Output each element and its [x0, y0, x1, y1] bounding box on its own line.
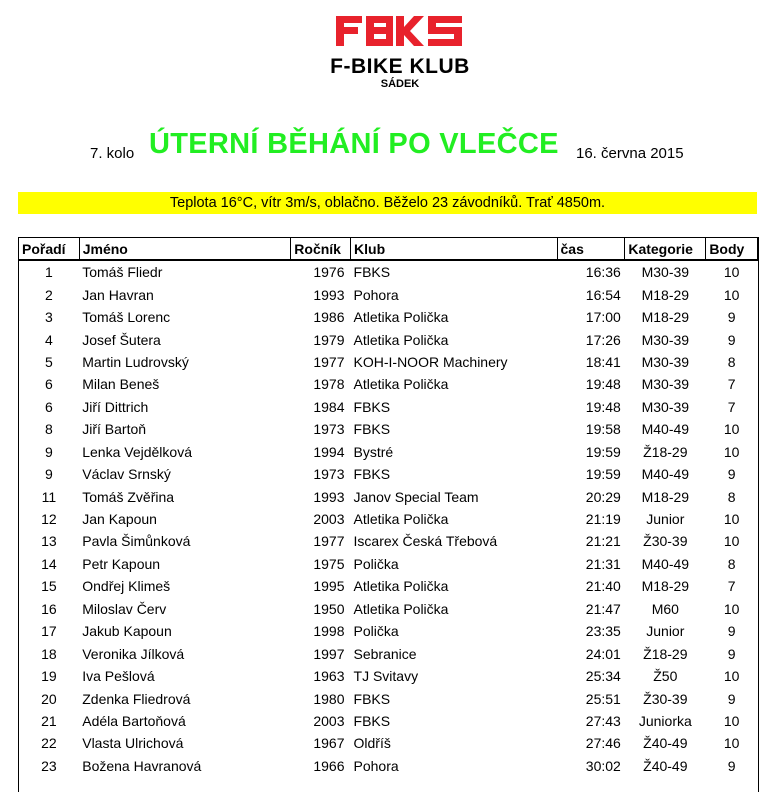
cell-place: 4 — [44, 331, 53, 348]
cell-points: 10 — [723, 533, 740, 550]
cell-club: Polička — [353, 555, 399, 572]
table-row — [19, 530, 758, 552]
cell-points: 10 — [723, 735, 740, 752]
cell-time: 17:26 — [585, 331, 621, 348]
cell-points: 7 — [727, 398, 736, 415]
table-row — [19, 306, 758, 328]
cell-year: 1984 — [313, 398, 345, 415]
cell-category: M30-39 — [641, 398, 690, 415]
cell-name: Iva Pešlová — [82, 668, 155, 685]
cell-time: 19:59 — [585, 466, 621, 483]
cell-club: Iscarex Česká Třebová — [353, 533, 498, 550]
cell-name: Tomáš Zvěřina — [82, 488, 175, 505]
cell-year: 1950 — [313, 600, 345, 617]
table-row — [19, 665, 758, 687]
cell-place: 2 — [44, 286, 53, 303]
cell-time: 21:40 — [585, 578, 621, 595]
header-name: Jméno — [79, 238, 291, 261]
cell-year: 1978 — [313, 376, 345, 393]
table-row — [19, 755, 758, 777]
cell-club: Atletika Polička — [353, 309, 449, 326]
cell-time: 30:02 — [585, 757, 621, 774]
cell-time: 21:47 — [585, 600, 621, 617]
cell-time: 19:59 — [585, 443, 621, 460]
cell-name: Adéla Bartoňová — [82, 712, 186, 729]
cell-year: 1966 — [313, 757, 345, 774]
cell-category: M40-49 — [641, 421, 690, 438]
cell-time: 20:29 — [585, 488, 621, 505]
cell-place: 13 — [41, 533, 57, 550]
cell-place: 17 — [41, 623, 57, 640]
cell-time: 24:01 — [585, 645, 621, 662]
cell-points: 10 — [723, 712, 740, 729]
cell-club: FBKS — [353, 264, 391, 281]
cell-club: Atletika Polička — [353, 600, 449, 617]
event-heading — [0, 128, 768, 168]
cell-name: Václav Srnský — [82, 466, 171, 483]
cell-points: 10 — [723, 600, 740, 617]
cell-name: Josef Šutera — [82, 331, 161, 348]
cell-name: Vlasta Ulrichová — [82, 735, 184, 752]
table-row — [19, 620, 758, 642]
cell-category: M18-29 — [641, 578, 690, 595]
cell-points: 9 — [727, 757, 736, 774]
table-row — [19, 283, 758, 305]
cell-year: 1986 — [313, 309, 345, 326]
cell-category: Junior — [646, 511, 685, 528]
cell-time: 18:41 — [585, 353, 621, 370]
cell-name: Miloslav Červ — [82, 600, 167, 617]
cell-points: 8 — [727, 488, 736, 505]
cell-club: Janov Special Team — [353, 488, 479, 505]
cell-club: Pohora — [353, 286, 399, 303]
table-row — [19, 328, 758, 350]
cell-category: M18-29 — [641, 309, 690, 326]
cell-category: M18-29 — [641, 488, 690, 505]
cell-year: 1998 — [313, 623, 345, 640]
cell-points: 10 — [723, 421, 740, 438]
cell-name: Jan Kapoun — [82, 511, 157, 528]
cell-name: Petr Kapoun — [82, 555, 161, 572]
table-row — [19, 710, 758, 732]
cell-points: 7 — [727, 376, 736, 393]
table-row — [19, 351, 758, 373]
cell-points: 8 — [727, 353, 736, 370]
results-table — [18, 237, 758, 777]
cell-points: 9 — [727, 466, 736, 483]
cell-name: Jiří Bartoň — [82, 421, 147, 438]
cell-club: Atletika Polička — [353, 511, 449, 528]
cell-points: 10 — [723, 668, 740, 685]
table-row — [19, 598, 758, 620]
cell-place: 23 — [41, 757, 57, 774]
cell-time: 21:19 — [585, 511, 621, 528]
cell-club: FBKS — [353, 398, 391, 415]
cell-year: 1977 — [313, 533, 345, 550]
cell-year: 1997 — [313, 645, 345, 662]
cell-place: 5 — [44, 353, 53, 370]
cell-year: 1976 — [313, 264, 345, 281]
cell-club: Oldříš — [353, 735, 391, 752]
cell-place: 6 — [44, 398, 53, 415]
cell-name: Tomáš Lorenc — [82, 309, 171, 326]
cell-category: Ž18-29 — [643, 443, 688, 460]
cell-club: Sebranice — [353, 645, 417, 662]
cell-club: FBKS — [353, 421, 391, 438]
cell-category: Ž40-49 — [643, 735, 688, 752]
cell-time: 25:51 — [585, 690, 621, 707]
cell-time: 19:48 — [585, 398, 621, 415]
cell-name: Veronika Jílková — [82, 645, 185, 662]
cell-place: 11 — [41, 488, 57, 505]
club-location: SÁDEK — [380, 78, 420, 90]
cell-points: 10 — [723, 443, 740, 460]
table-row — [19, 642, 758, 664]
cell-name: Pavla Šimůnková — [82, 533, 191, 550]
cell-time: 21:31 — [585, 555, 621, 572]
cell-points: 9 — [727, 690, 736, 707]
cell-club: Atletika Polička — [353, 376, 449, 393]
table-row — [19, 687, 758, 709]
cell-year: 1975 — [313, 555, 345, 572]
cell-category: M40-49 — [641, 555, 690, 572]
header-club: Klub — [351, 238, 558, 261]
cell-name: Jakub Kapoun — [82, 623, 172, 640]
cell-place: 21 — [41, 712, 57, 729]
table-row — [19, 396, 758, 418]
cell-points: 10 — [723, 511, 740, 528]
cell-name: Martin Ludrovský — [82, 353, 189, 370]
cell-place: 6 — [44, 376, 53, 393]
cell-points: 10 — [723, 286, 740, 303]
cell-place: 9 — [44, 443, 53, 460]
cell-year: 2003 — [313, 511, 345, 528]
cell-year: 1993 — [313, 286, 345, 303]
cell-points: 7 — [727, 578, 736, 595]
cell-place: 1 — [44, 264, 53, 281]
cell-club: FBKS — [353, 712, 391, 729]
cell-category: Ž40-49 — [643, 757, 688, 774]
cell-place: 16 — [41, 600, 57, 617]
cell-points: 9 — [727, 309, 736, 326]
round-label: 7. kolo — [90, 145, 135, 162]
cell-name: Zdenka Fliedrová — [82, 690, 191, 707]
cell-category: M18-29 — [641, 286, 690, 303]
fbks-logo-mark-icon — [330, 14, 470, 48]
header-points: Body — [706, 238, 758, 261]
cell-club: KOH-I-NOOR Machinery — [353, 353, 508, 370]
table-row — [19, 732, 758, 754]
cell-year: 1963 — [313, 668, 345, 685]
table-row — [19, 373, 758, 395]
cell-club: FBKS — [353, 690, 391, 707]
cell-year: 1979 — [313, 331, 345, 348]
cell-club: Pohora — [353, 757, 399, 774]
cell-place: 12 — [41, 511, 57, 528]
cell-year: 1994 — [313, 443, 345, 460]
cell-place: 18 — [41, 645, 57, 662]
cell-place: 8 — [44, 421, 53, 438]
cell-time: 17:00 — [585, 309, 621, 326]
table-row — [19, 575, 758, 597]
club-logo — [300, 14, 500, 94]
cell-year: 1993 — [313, 488, 345, 505]
cell-category: Junior — [646, 623, 685, 640]
cell-points: 10 — [723, 264, 740, 281]
table-row — [19, 441, 758, 463]
cell-club: Polička — [353, 623, 399, 640]
cell-club: Bystré — [353, 443, 394, 460]
cell-category: M40-49 — [641, 466, 690, 483]
cell-club: TJ Svitavy — [353, 668, 419, 685]
cell-category: Ž50 — [653, 668, 678, 685]
cell-points: 9 — [727, 623, 736, 640]
cell-year: 1973 — [313, 466, 345, 483]
club-name: F-BIKE KLUB — [330, 55, 470, 78]
cell-category: M30-39 — [641, 331, 690, 348]
cell-club: Atletika Polička — [353, 331, 449, 348]
cell-points: 9 — [727, 645, 736, 662]
cell-category: Ž18-29 — [643, 645, 688, 662]
cell-category: M30-39 — [641, 376, 690, 393]
header-year: Ročník — [291, 238, 351, 261]
cell-category: Ž30-39 — [643, 690, 688, 707]
table-header-row — [19, 238, 758, 261]
cell-time: 27:46 — [585, 735, 621, 752]
table-row — [19, 260, 758, 283]
table-row — [19, 463, 758, 485]
cell-year: 1980 — [313, 690, 345, 707]
cell-category: M30-39 — [641, 264, 690, 281]
cell-time: 27:43 — [585, 712, 621, 729]
cell-name: Ondřej Klimeš — [82, 578, 171, 595]
results-body — [19, 260, 758, 777]
cell-time: 19:48 — [585, 376, 621, 393]
cell-time: 21:21 — [585, 533, 621, 550]
cell-year: 1977 — [313, 353, 345, 370]
header-place: Pořadí — [19, 238, 80, 261]
cell-year: 1973 — [313, 421, 345, 438]
cell-name: Lenka Vejdělková — [82, 443, 192, 460]
header-time: čas — [557, 238, 625, 261]
cell-name: Milan Beneš — [82, 376, 160, 393]
header-category: Kategorie — [625, 238, 706, 261]
cell-name: Božena Havranová — [82, 757, 202, 774]
cell-category: M60 — [651, 600, 679, 617]
cell-place: 9 — [44, 466, 53, 483]
cell-time: 19:58 — [585, 421, 621, 438]
event-date: 16. června 2015 — [576, 145, 684, 162]
cell-points: 9 — [727, 331, 736, 348]
cell-name: Tomáš Fliedr — [82, 264, 163, 281]
table-row — [19, 553, 758, 575]
cell-place: 20 — [41, 690, 57, 707]
cell-place: 3 — [44, 309, 53, 326]
cell-place: 19 — [41, 668, 57, 685]
cell-time: 16:36 — [585, 264, 621, 281]
cell-category: Juniorka — [638, 712, 692, 729]
cell-place: 14 — [41, 555, 57, 572]
conditions-banner: Teplota 16°C, vítr 3m/s, oblačno. Běželo 23 závodníků. Trať 4850m. — [18, 192, 757, 214]
cell-name: Jan Havran — [82, 286, 154, 303]
cell-time: 23:35 — [585, 623, 621, 640]
cell-place: 15 — [41, 578, 57, 595]
cell-year: 2003 — [313, 712, 345, 729]
cell-year: 1995 — [313, 578, 345, 595]
cell-time: 25:34 — [585, 668, 621, 685]
table-row — [19, 485, 758, 507]
cell-category: M30-39 — [641, 353, 690, 370]
page-title: ÚTERNÍ BĚHÁNÍ PO VLEČCE — [149, 128, 559, 160]
cell-category: Ž30-39 — [643, 533, 688, 550]
cell-name: Jiří Dittrich — [82, 398, 149, 415]
cell-time: 16:54 — [585, 286, 621, 303]
cell-club: FBKS — [353, 466, 391, 483]
cell-club: Atletika Polička — [353, 578, 449, 595]
cell-year: 1967 — [313, 735, 345, 752]
table-row — [19, 418, 758, 440]
cell-points: 8 — [727, 555, 736, 572]
cell-place: 22 — [41, 735, 57, 752]
table-row — [19, 508, 758, 530]
